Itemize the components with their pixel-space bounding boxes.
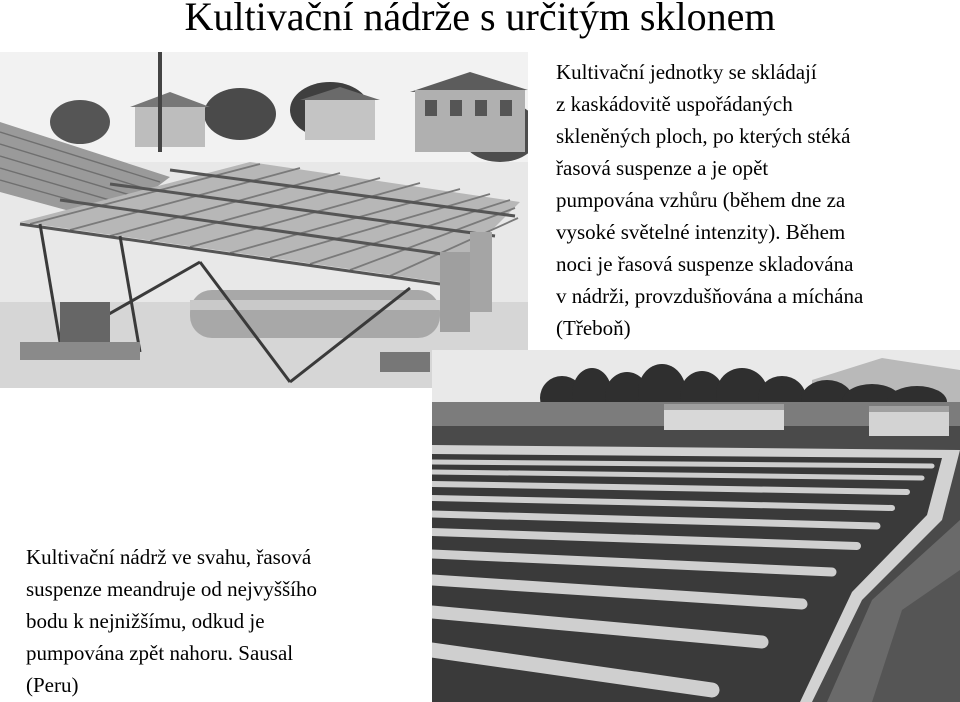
caption-line: z kaskádovitě uspořádaných [556, 92, 793, 116]
caption-line: skleněných ploch, po kterých stéká [556, 124, 851, 148]
caption-line: řasová suspenze a je opět [556, 156, 769, 180]
caption-cascade-units [556, 56, 956, 344]
caption-line: Kultivační nádrž ve svahu, řasová [26, 545, 312, 569]
cascade-units-photo [0, 52, 528, 388]
caption-line: (Třeboň) [556, 316, 631, 340]
caption-line: vysoké světelné intenzity). Během [556, 220, 846, 244]
slide-title: Kultivační nádrže s určitým sklonem [184, 0, 776, 39]
caption-line: (Peru) [26, 673, 79, 697]
caption-line: v nádrži, provzdušňována a míchána [556, 284, 864, 308]
hillside-tank-photo [432, 350, 960, 702]
caption-line: Kultivační jednotky se skládají [556, 60, 817, 84]
caption-line: noci je řasová suspenze skladována [556, 252, 854, 276]
caption-line: bodu k nejnižšímu, odkud je [26, 609, 265, 633]
caption-line: suspenze meandruje od nejvyššího [26, 577, 318, 601]
caption-hillside-tank [26, 541, 426, 701]
caption-line: pumpována vzhůru (během dne za [556, 188, 846, 212]
caption-line: pumpována zpět nahoru. Sausal [26, 641, 294, 665]
